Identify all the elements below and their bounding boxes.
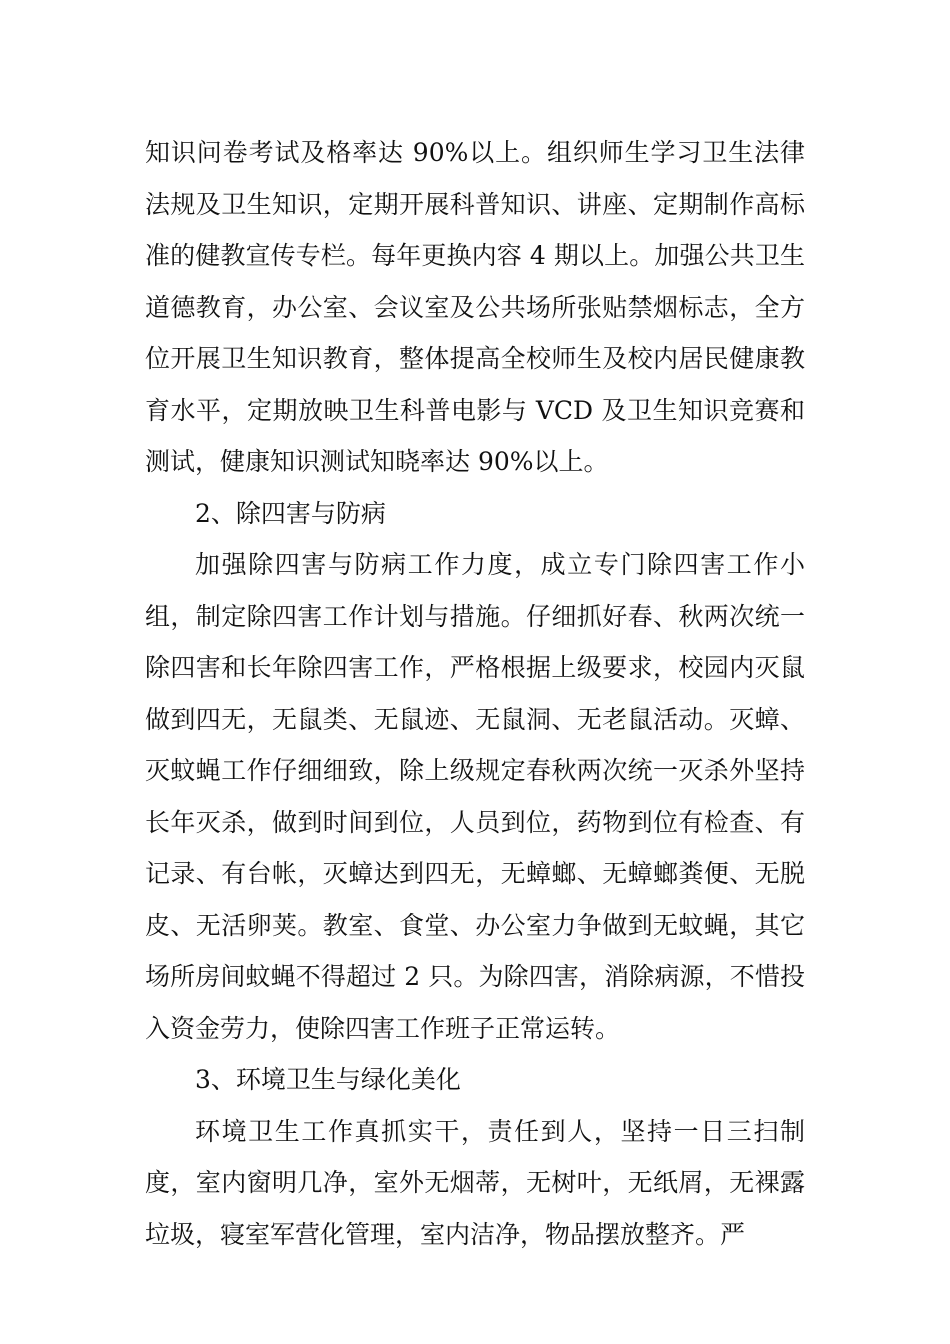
- paragraph-pest-control: 加强除四害与防病工作力度，成立专门除四害工作小组，制定除四害工作计划与措施。仔细抓好春、秋两次统一除四害和长年除四害工作，严格根据上级要求，校园内灭鼠做到四无，无鼠类、无鼠迹、无鼠洞、无老鼠活动。灭蟑、灭蚊蝇工作仔细细致，除上级规定春秋两次统一灭杀外坚持长年灭杀，做到时间到位，人员到位，药物到位有检查、有记录、有台帐，灭蟑达到四无，无蟑螂、无蟑螂粪便、无脱皮、无活卵荚。教室、食堂、办公室力争做到无蚊蝇，其它场所房间蚊蝇不得超过 2 只。为除四害，消除病源，不惜投入资金劳力，使除四害工作班子正常运转。: [145, 550, 805, 1043]
- section-heading-environment: 3、环境卫生与绿化美化: [195, 1065, 461, 1094]
- paragraph-continued: 知识问卷考试及格率达 90%以上。组织师生学习卫生法律法规及卫生知识，定期开展科普知识、讲座、定期制作高标准的健教宣传专栏。每年更换内容 4 期以上。加强公共卫生道德教育，办公室、会议室及公共场所张贴禁烟标志，全方位开展卫生知识教育，整体提高全校师生及校内居民健康教育水平，定期放映卫生科普电影与 VCD 及卫生知识竞赛和测试，健康知识测试知晓率达 90%以上。: [145, 138, 805, 476]
- paragraph-environment: 环境卫生工作真抓实干，责任到人，坚持一日三扫制度，室内窗明几净，室外无烟蒂，无树叶，无纸屑，无裸露垃圾，寝室军营化管理，室内洁净，物品摆放整齐。严: [145, 1116, 805, 1249]
- document-body: [145, 127, 805, 1260]
- section-heading-pest-control: 2、除四害与防病: [195, 498, 386, 528]
